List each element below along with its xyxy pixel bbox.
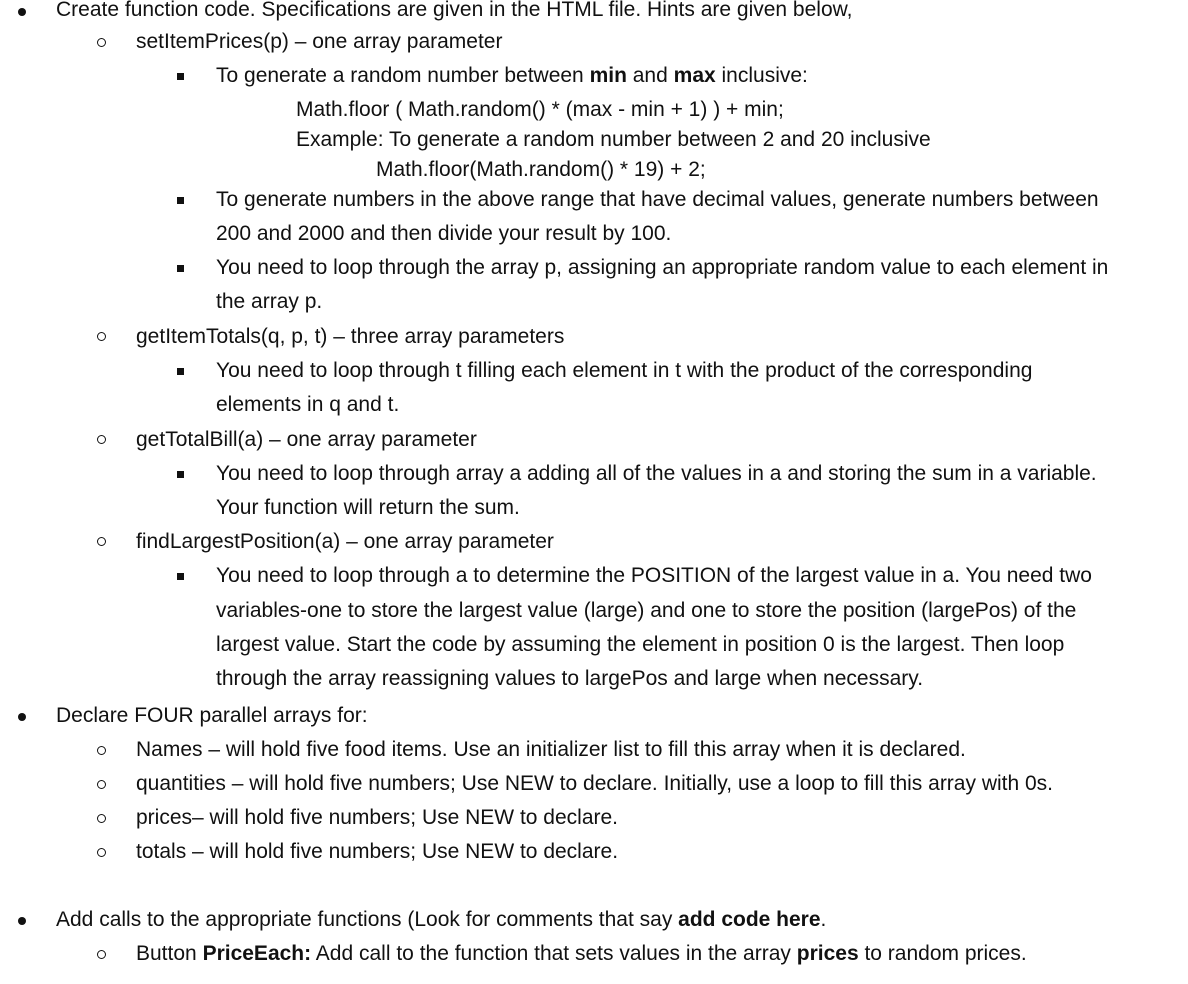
bullet-circle: [97, 848, 106, 857]
text-line: through the array reassigning values to largePos and large when necessary.: [216, 667, 924, 690]
text-run-bold: min: [589, 64, 627, 87]
text-line: You need to loop through array a adding all of the values in a and storing the sum in a variable.: [216, 462, 1097, 485]
text-line: Create function code. Specifications are given in the HTML file. Hints are given below,: [56, 0, 853, 21]
bullet-circle: [97, 435, 106, 444]
text-line: elements in q and t.: [216, 393, 400, 416]
bullet-circle: [97, 780, 106, 789]
text-run: Add call to the function that sets values in the array: [311, 942, 797, 965]
text-line: 200 and 2000 and then divide your result by 100.: [216, 222, 672, 245]
bullet-square: [177, 73, 184, 80]
text-line: [136, 940, 1027, 968]
text-run: and: [626, 64, 674, 87]
text-run: To generate a random number between: [216, 64, 590, 87]
text-line: You need to loop through a to determine the POSITION of the largest value in a. You need two: [216, 564, 1092, 587]
text-line: prices– will hold five numbers; Use NEW to declare.: [136, 806, 619, 829]
bullet-circle: [97, 38, 106, 47]
text-run-bold: PriceEach:: [202, 942, 312, 965]
text-line: quantities – will hold five numbers; Use NEW to declare. Initially, use a loop to fill this array with 0s.: [136, 772, 1054, 795]
text-line: Your function will return the sum.: [216, 496, 520, 519]
text-run: to random prices.: [858, 942, 1027, 965]
text-run: inclusive:: [715, 64, 808, 87]
text-line: You need to loop through t filling each element in t with the product of the corresponding: [216, 359, 1033, 382]
text-run: Add calls to the appropriate functions (Look for comments that say: [56, 908, 679, 931]
bullet-circle: [97, 746, 106, 755]
text-line: You need to loop through the array p, assigning an appropriate random value to each element in: [216, 256, 1109, 279]
bullet-square: [177, 368, 184, 375]
bullet-circle: [97, 814, 106, 823]
text-run: .: [820, 908, 827, 931]
text-line: getItemTotals(q, p, t) – three array parameters: [136, 325, 565, 348]
bullet-circle: [97, 537, 106, 546]
text-line: [216, 62, 808, 90]
text-run: Button: [136, 942, 203, 965]
bullet-square: [177, 573, 184, 580]
text-line: Names – will hold five food items. Use an initializer list to fill this array when it is declared.: [136, 738, 966, 761]
bullet-circle: [97, 950, 106, 959]
text-line: getTotalBill(a) – one array parameter: [136, 428, 477, 451]
text-line: Declare FOUR parallel arrays for:: [56, 704, 368, 727]
text-line: findLargestPosition(a) – one array parameter: [136, 530, 554, 553]
text-line: the array p.: [216, 290, 323, 313]
bullet-square: [177, 471, 184, 478]
bullet-dot: [18, 713, 26, 721]
text-run-bold: add code here: [678, 908, 821, 931]
text-line: To generate numbers in the above range that have decimal values, generate numbers between: [216, 188, 1099, 211]
bullet-dot: [18, 917, 26, 925]
bullet-square: [177, 197, 184, 204]
bullet-square: [177, 265, 184, 272]
text-run-bold: max: [673, 64, 716, 87]
text-line: Example: To generate a random number between 2 and 20 inclusive: [296, 128, 931, 151]
text-line: setItemPrices(p) – one array parameter: [136, 30, 503, 53]
text-line: variables-one to store the largest value (large) and one to store the position (largePos) of the: [216, 599, 1077, 622]
code-line: Math.floor ( Math.random() * (max - min + 1) ) + min;: [296, 98, 784, 121]
text-run-bold: prices: [796, 942, 859, 965]
bullet-dot: [18, 8, 26, 16]
text-line: [56, 906, 826, 934]
text-line: totals – will hold five numbers; Use NEW to declare.: [136, 840, 619, 863]
text-line: largest value. Start the code by assuming the element in position 0 is the largest. Then loop: [216, 633, 1065, 656]
code-line: Math.floor(Math.random() * 19) + 2;: [376, 158, 706, 181]
bullet-circle: [97, 332, 106, 341]
